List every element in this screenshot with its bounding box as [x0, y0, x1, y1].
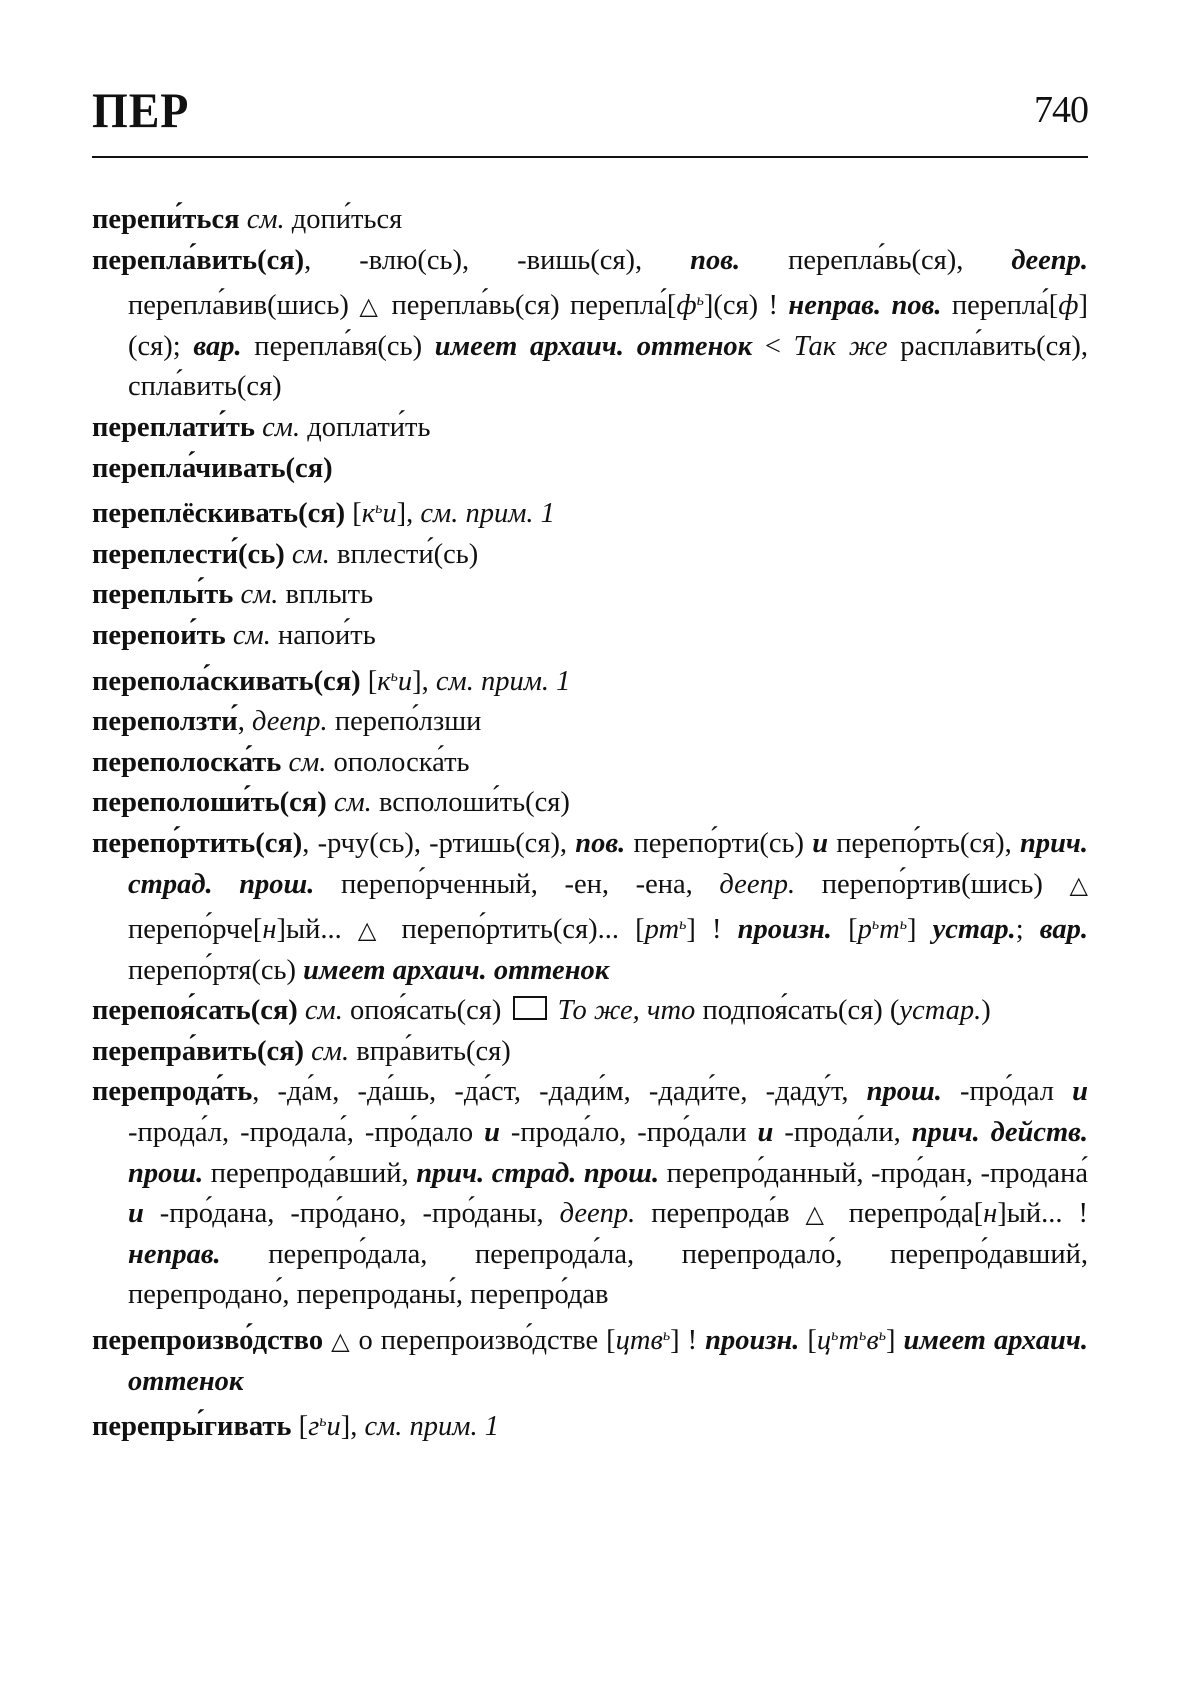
grammatical-label: ф [1058, 290, 1079, 322]
grammatical-label: имеет архаич. оттенок [303, 954, 610, 986]
grammatical-label: Так же [793, 330, 888, 362]
grammatical-label: см. [311, 1035, 350, 1067]
grammatical-label: прич. страд. прош. [128, 827, 1089, 900]
dictionary-entry: перепры́гивать $[г^ьи]$, см. прим. 1 [92, 1411, 499, 1443]
headword: переплы́ть [92, 579, 234, 611]
grammatical-label: рт [644, 914, 680, 946]
grammatical-label: устар. [899, 995, 982, 1027]
grammatical-label: в [866, 1325, 879, 1357]
headword: перепра́вить(ся) [92, 1035, 305, 1067]
grammatical-label: г [308, 1411, 320, 1443]
page-number: 740 [1034, 89, 1088, 131]
grammatical-label: см. [240, 579, 279, 611]
grammatical-label: устар. [932, 914, 1016, 946]
headword: перепла́вить(ся) [92, 244, 305, 276]
grammatical-label: см. [333, 787, 372, 819]
soft-sign-superscript: ь [831, 1327, 839, 1345]
headword: переплати́ть [92, 411, 255, 443]
grammatical-label: неправ. пов. [788, 290, 942, 322]
grammatical-label: н [262, 914, 277, 946]
grammatical-label: То же, что [557, 995, 696, 1027]
dictionary-entry: перепи́ться см. допи́ться [92, 204, 403, 235]
grammatical-label: пов. [575, 827, 626, 859]
soft-sign-superscript: ь [859, 1327, 867, 1345]
dictionary-entry: перепои́ть см. напои́ть [92, 619, 376, 651]
box-icon [513, 996, 547, 1020]
dictionary-entry: переплёскивать(ся) $[к^ьи]$, см. прим. 1 [92, 498, 555, 530]
grammatical-label: прич. действ. прош. [128, 1117, 1088, 1189]
grammatical-label: пов. [690, 244, 741, 276]
grammatical-label: деепр. [251, 706, 328, 738]
grammatical-label: т [879, 914, 900, 946]
soft-sign-superscript: ь [878, 1327, 886, 1345]
soft-sign-superscript: ь [375, 500, 383, 518]
grammatical-label: см. [232, 619, 271, 651]
grammatical-label: см. [288, 746, 327, 778]
soft-sign-superscript: ь [662, 1327, 671, 1345]
grammatical-label: ц [816, 1325, 832, 1357]
grammatical-label: деепр. [719, 868, 796, 900]
grammatical-label: и [382, 498, 397, 530]
soft-sign-superscript: ь [319, 1413, 327, 1431]
grammatical-label: и [326, 1411, 341, 1443]
headword: перепои́ть [92, 619, 226, 651]
triangle-icon: △ [1069, 870, 1088, 899]
grammatical-label: ф [676, 290, 697, 322]
dictionary-entry: переплы́ть см. вплыть [92, 579, 374, 611]
dictionary-entry: перепрода́ть, -да́м, -да́шь, -да́ст, -дади́м, -дади́те, -даду́т, прош. -про́дал и -прода́л, -продала́, -про́дало и -прода́ло, -про́дали и -прода́ли, прич. действ. прош. перепрода́вший, прич. страд. прош. перепро́данный, -про́дан, -продана́ и -про́дана, -про́дано, -про́даны, деепр. перепрода́в △ перепро́да[н]ый... ! неправ. перепро́дала, перепрода́ла, перепродало́, перепро́давший, перепродано́, перепроданы́, перепро́дав [92, 1076, 1089, 1311]
page-header [92, 82, 1088, 142]
grammatical-label: см. прим. 1 [420, 498, 555, 530]
grammatical-label: имеет архаич. оттенок [128, 1325, 1088, 1397]
grammatical-label: см. [262, 411, 301, 443]
grammatical-label: деепр. [559, 1198, 636, 1230]
grammatical-label: и [484, 1117, 500, 1149]
grammatical-label: см. [246, 204, 285, 235]
grammatical-label: произн. [737, 914, 832, 946]
soft-sign-superscript: ь [696, 292, 704, 310]
grammatical-label: к [361, 498, 376, 530]
dictionary-entry: перепола́скивать(ся) $[к^ьи]$, см. прим. 1 [92, 665, 571, 697]
headword: переполоши́ть(ся) [92, 787, 327, 819]
dictionary-entry: перепоя́сать(ся) см. опоя́сать(ся) То же, что подпоя́сать(ся) (устар.) [92, 995, 991, 1027]
triangle-icon: △ [357, 916, 386, 945]
grammatical-label: вар. [1039, 914, 1088, 946]
grammatical-label: и [397, 665, 413, 697]
grammatical-label: и [1072, 1076, 1089, 1108]
grammatical-label: и [812, 827, 829, 859]
dictionary-entry: переползти́, деепр. перепо́лзши [92, 706, 482, 738]
headword: перепроизво́дство [92, 1325, 324, 1357]
headword: перепоя́сать(ся) [92, 995, 298, 1027]
headword: перепола́скивать(ся) [92, 665, 361, 697]
triangle-icon: △ [359, 292, 382, 321]
headword: перепо́ртить(ся) [92, 827, 303, 859]
grammatical-label: неправ. [128, 1238, 221, 1270]
dictionary-entry: перепо́ртить(ся), -рчу(сь), -ртишь(ся), пов. перепо́рти(сь) и перепо́рть(ся), прич. страд. прош. перепо́рченный, -ен, -ена, деепр. перепо́ртив(шись) △ перепо́рче[н]ый... △ перепо́ртить(ся)... $[рт^ь]$ ! произн. $[р^ьт^ь]$ устар.; вар. перепо́ртя(сь) имеет архаич. оттенок [92, 827, 1089, 986]
headword: переполоска́ть [92, 746, 282, 778]
grammatical-label: прич. страд. прош. [416, 1157, 660, 1189]
grammatical-label: т [838, 1325, 860, 1357]
grammatical-label: произн. [705, 1325, 800, 1357]
header-rule [92, 156, 1088, 158]
headword: переплести́(сь) [92, 538, 285, 570]
headword: перепры́гивать [92, 1411, 292, 1443]
triangle-icon: △ [331, 1327, 351, 1356]
triangle-icon: △ [805, 1200, 833, 1229]
grammatical-label: к [377, 665, 391, 697]
grammatical-label: см. прим. 1 [435, 665, 571, 697]
grammatical-label: имеет архаич. оттенок [434, 330, 753, 362]
dictionary-entry: переплести́(сь) см. вплести́(сь) [92, 538, 479, 570]
dictionary-entry: перепроизво́дство △ о перепроизво́дстве [цтв$^ь$] ! произн. $[ц^ьт^ьв^ь]$ имеет архаич. оттенок [92, 1325, 1088, 1397]
headword: перепла́чивать(ся) [92, 452, 333, 484]
headword: перепрода́ть [92, 1076, 253, 1108]
soft-sign-superscript: ь [871, 916, 880, 934]
dictionary-entry: переплати́ть см. доплати́ть [92, 411, 431, 443]
soft-sign-superscript: ь [390, 667, 398, 685]
grammatical-label: см. [291, 538, 330, 570]
grammatical-label: см. прим. 1 [364, 1411, 499, 1443]
dictionary-entries [92, 200, 1088, 1448]
dictionary-entry [92, 449, 1088, 490]
grammatical-label: и [757, 1117, 774, 1149]
dictionary-entry: перепла́вить(ся), -влю(сь), -вишь(ся), пов. перепла́вь(ся), деепр. перепла́вив(шись) △ перепла́вь(ся) $перепла́[ф^ь](ся)$ ! неправ. пов. перепла́[ф](ся); вар. перепла́вя(сь) имеет архаич. оттенок < Так же распла́вить(ся), спла́вить(ся) [92, 244, 1089, 403]
dictionary-entry: перепра́вить(ся) см. впра́вить(ся) [92, 1035, 511, 1067]
running-head: ПЕР [92, 82, 190, 138]
headword: перепи́ться [92, 204, 240, 235]
grammatical-label: и [128, 1198, 144, 1230]
grammatical-label: вар. [193, 330, 242, 362]
soft-sign-superscript: ь [679, 916, 687, 934]
headword: переплёскивать(ся) [92, 498, 346, 530]
dictionary-entry: переполоска́ть см. ополоска́ть [92, 746, 470, 778]
headword: переползти́ [92, 706, 238, 738]
grammatical-label: деепр. [1011, 244, 1088, 276]
grammatical-label: р [857, 914, 872, 946]
grammatical-label: прош. [866, 1076, 942, 1108]
grammatical-label: н [983, 1198, 998, 1230]
soft-sign-superscript: ь [899, 916, 907, 934]
dictionary-entry: переполоши́ть(ся) см. всполоши́ть(ся) [92, 787, 570, 819]
grammatical-label: цтв [615, 1325, 663, 1357]
grammatical-label: см. [304, 995, 343, 1027]
